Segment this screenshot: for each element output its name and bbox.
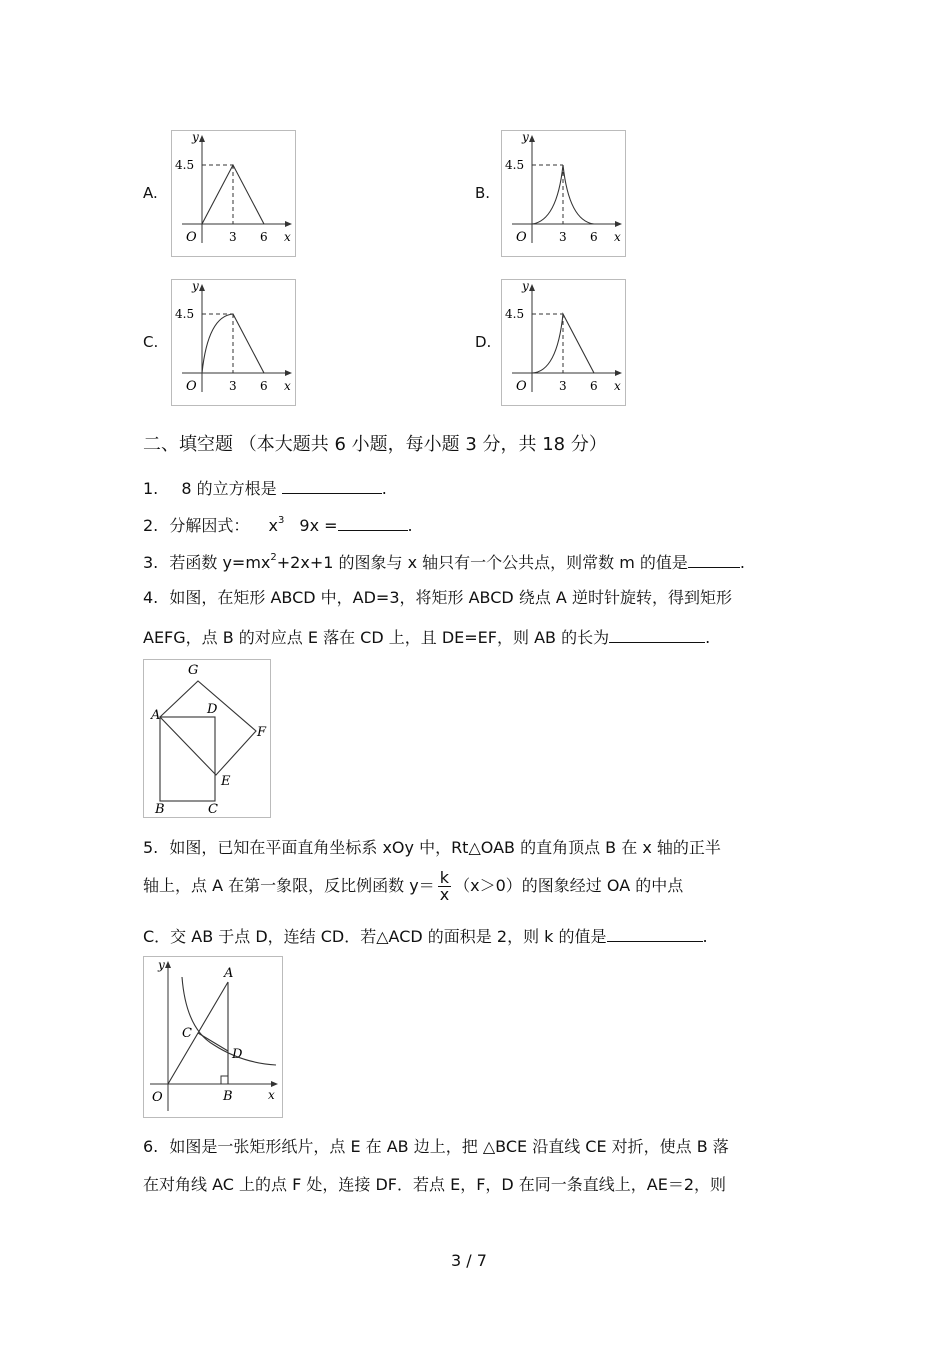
- option-a-label: A.: [143, 184, 158, 202]
- q6-number: 6.: [143, 1137, 159, 1156]
- q5-fraction: [438, 870, 451, 903]
- y-tick-label: 4.5: [175, 158, 195, 172]
- origin-label: O: [186, 379, 197, 394]
- question-4-line-2: [143, 626, 710, 648]
- point-b-label: B: [223, 1089, 233, 1104]
- q2-end: .: [407, 516, 413, 535]
- q3-part1: 若函数 y=mx: [169, 553, 271, 572]
- point-a-label: A: [224, 966, 234, 981]
- q2-var: x: [268, 516, 278, 535]
- point-f-label: F: [257, 725, 267, 740]
- y-axis-label: y: [192, 280, 199, 293]
- q5-figure: [143, 956, 283, 1118]
- x-tick-6: 6: [590, 230, 598, 244]
- q3-number: 3.: [143, 553, 159, 572]
- q5-answer-blank[interactable]: [607, 925, 703, 942]
- point-g-label: G: [188, 663, 199, 678]
- q1-text: 8 的立方根是: [181, 479, 277, 498]
- x-tick-3: 3: [229, 230, 237, 244]
- origin-label: O: [516, 379, 527, 394]
- q1-answer-blank[interactable]: [282, 477, 382, 494]
- q3-part2: +2x+1 的图象与 x 轴只有一个公共点，则常数 m 的值是: [276, 553, 688, 572]
- question-3: [143, 551, 745, 576]
- point-a-label: A: [151, 708, 161, 723]
- q3-end: .: [739, 553, 745, 572]
- y-axis-label: y: [522, 280, 529, 293]
- y-axis-label: y: [158, 958, 165, 972]
- q3-exponent: 2: [270, 552, 277, 563]
- x-tick-3: 3: [559, 379, 567, 393]
- x-tick-6: 6: [260, 230, 268, 244]
- question-2: [143, 514, 413, 539]
- option-b-label: B.: [475, 184, 491, 202]
- page-number: 3 / 7: [451, 1251, 487, 1270]
- q4-answer-blank[interactable]: [609, 626, 705, 643]
- q5-line2-post: （x＞0）的图象经过 OA 的中点: [454, 876, 684, 895]
- option-c-graph: [171, 279, 296, 406]
- q5-line3: C．交 AB 于点 D，连结 CD．若△ACD 的面积是 2，则 k 的值是: [143, 927, 607, 946]
- option-d-graph: [501, 279, 626, 406]
- q2-prefix: 分解因式：: [169, 516, 250, 535]
- q2-mid: 9x =: [299, 516, 338, 535]
- question-5-line-2: [143, 870, 683, 910]
- origin-label: O: [516, 230, 527, 245]
- q4-line2: AEFG，点 B 的对应点 E 落在 CD 上，且 DE=EF，则 AB 的长为: [143, 628, 610, 647]
- q5-line1: 如图，已知在平面直角坐标系 xOy 中，Rt△OAB 的直角顶点 B 在 x 轴的正半: [169, 838, 721, 857]
- x-tick-6: 6: [260, 379, 268, 393]
- q6-line2: 在对角线 AC 上的点 F 处，连接 DF．若点 E，F，D 在同一条直线上，AE＝2，则: [143, 1175, 727, 1194]
- q5-line2-pre: 轴上，点 A 在第一象限，反比例函数 y＝: [143, 876, 435, 895]
- point-e-label: E: [221, 774, 231, 789]
- q5-number: 5.: [143, 838, 159, 857]
- q4-line1: 如图，在矩形 ABCD 中，AD=3，将矩形 ABCD 绕点 A 逆时针旋转，得到矩形: [169, 588, 732, 607]
- point-b-label: B: [155, 802, 165, 817]
- x-axis-label: x: [614, 230, 621, 244]
- option-a-graph: [171, 130, 296, 257]
- x-axis-label: x: [268, 1088, 275, 1102]
- q5-frac-denominator: x: [439, 885, 450, 904]
- q1-end: .: [381, 479, 387, 498]
- x-tick-3: 3: [559, 230, 567, 244]
- q4-number: 4.: [143, 588, 159, 607]
- question-5-line-1: [143, 838, 721, 858]
- x-axis-label: x: [614, 379, 621, 393]
- x-tick-3: 3: [229, 379, 237, 393]
- y-axis-label: y: [192, 131, 199, 144]
- y-tick-label: 4.5: [505, 307, 525, 321]
- question-6-line-1: [143, 1137, 729, 1157]
- q2-number: 2.: [143, 516, 159, 535]
- q1-number: 1.: [143, 479, 159, 498]
- question-1: [143, 477, 387, 499]
- question-4-line-1: [143, 588, 732, 608]
- q4-end: .: [705, 628, 711, 647]
- x-tick-6: 6: [590, 379, 598, 393]
- point-d-label: D: [232, 1047, 243, 1062]
- x-axis-label: x: [284, 379, 291, 393]
- q6-line1: 如图是一张矩形纸片，点 E 在 AB 边上，把 △BCE 沿直线 CE 对折，使点 B 落: [169, 1137, 729, 1156]
- section-title: 二、填空题 （本大题共 6 小题，每小题 3 分，共 18 分）: [143, 434, 607, 455]
- q3-answer-blank[interactable]: [688, 551, 740, 568]
- point-c-label: C: [208, 802, 218, 817]
- q4-figure: [143, 659, 271, 818]
- origin-label: O: [152, 1090, 163, 1105]
- question-6-line-2: [143, 1175, 726, 1195]
- y-tick-label: 4.5: [175, 307, 195, 321]
- origin-label: O: [186, 230, 197, 245]
- point-d-label: D: [207, 702, 218, 717]
- question-5-line-3: [143, 925, 708, 947]
- q2-exponent: 3: [277, 515, 285, 526]
- option-c-label: C.: [143, 333, 159, 351]
- y-axis-label: y: [522, 131, 529, 144]
- x-axis-label: x: [284, 230, 291, 244]
- y-tick-label: 4.5: [505, 158, 525, 172]
- option-d-label: D.: [475, 333, 492, 351]
- point-c-label: C: [182, 1026, 192, 1041]
- q5-end: .: [702, 927, 708, 946]
- q5-frac-numerator: k: [438, 870, 451, 887]
- q2-answer-blank[interactable]: [338, 514, 408, 531]
- option-b-graph: [501, 130, 626, 257]
